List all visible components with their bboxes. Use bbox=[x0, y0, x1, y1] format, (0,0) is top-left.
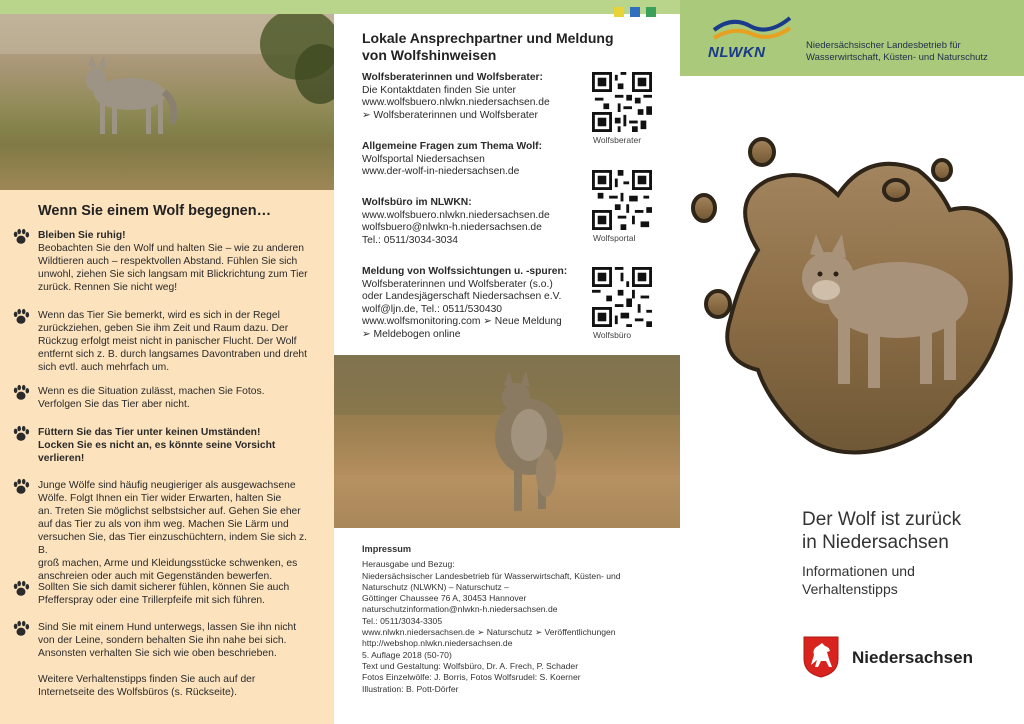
qr-label-wolfsbuero: Wolfsbüro bbox=[593, 330, 632, 340]
tip-line: versuchen Sie, das Tier einzuschüchtern, indem Sie sich z. B. bbox=[38, 532, 307, 556]
paw-icon bbox=[12, 228, 30, 246]
brochure-title-line-2: in Niedersachsen bbox=[802, 532, 949, 553]
tip-retreat bbox=[38, 309, 318, 374]
tip-line: Sollten Sie sich damit sicherer fühlen, können Sie auch bbox=[38, 582, 290, 593]
nlwkn-wave-icon bbox=[712, 8, 792, 42]
tip-line: entfernt sich z. B. durch langsames Davontraben und dreht bbox=[38, 349, 308, 360]
qr-code-wolfsportal[interactable] bbox=[592, 170, 652, 230]
brochure-subtitle bbox=[802, 562, 1012, 598]
brochure-title bbox=[802, 508, 1012, 554]
contact-general-questions bbox=[362, 141, 592, 179]
contacts-title-line-1: Lokale Ansprechpartner und Meldung bbox=[362, 30, 614, 46]
contact-phone: Tel.: 0511/3034-3034 bbox=[362, 234, 458, 246]
tip-line: Sind Sie mit einem Hund unterwegs, lassen Sie ihn nicht bbox=[38, 622, 297, 633]
org-line-1: Niedersächsischer Landesbetrieb für bbox=[806, 40, 961, 51]
tip-line: Junge Wölfe sind häufig neugieriger als ausgewachsene bbox=[38, 480, 296, 491]
tip-line: Rückzug erfolgt meist nicht in panischer Flucht. Der Wolf bbox=[38, 336, 297, 347]
impressum-line: Göttinger Chaussee 76 A, 30453 Hannover bbox=[362, 593, 527, 604]
tip-line: auf das Tier zu als von ihm weg. Machen Sie Lärm und bbox=[38, 519, 289, 530]
contact-link[interactable]: www.wolfsbuero.nlwkn.niedersachsen.de bbox=[362, 97, 550, 109]
contact-line: Wolfsportal Niedersachsen bbox=[362, 153, 485, 165]
tip-line: groß machen, Arme und Kleidungsstücke schwenken, es bbox=[38, 558, 298, 569]
top-green-strip bbox=[0, 0, 680, 14]
impressum-heading: Impressum bbox=[362, 544, 412, 554]
more-line: Weitere Verhaltenstipps finden Sie auch auf der bbox=[38, 674, 256, 685]
wolf-walking-away-illustration bbox=[334, 355, 680, 528]
contact-heading: Wolfsberaterinnen und Wolfsberater: bbox=[362, 72, 543, 83]
contact-sightings bbox=[362, 266, 592, 342]
impressum-email[interactable]: naturschutzinformation@nlwkn-h.niedersachsen.de bbox=[362, 604, 558, 615]
tip-line: an. Treten Sie möglichst selbstsicher auf. Gehen Sie eher bbox=[38, 506, 301, 517]
niedersachsen-horse-crest-icon bbox=[802, 635, 840, 679]
tip-line: Wildtieren auch – respektvollen Abstand. Fühlen Sie sich bbox=[38, 256, 298, 267]
tip-line: Wölfe. Folgt Ihnen ein Tier wider Erwarten, halten Sie bbox=[38, 493, 282, 504]
tip-line: anschreien oder auch mit Gegenständen bewerfen. bbox=[38, 571, 273, 582]
org-line-2: Wasserwirtschaft, Küsten- und Naturschutz bbox=[806, 52, 988, 63]
qr-label-wolfsberater: Wolfsberater bbox=[593, 135, 642, 145]
paw-icon bbox=[12, 425, 30, 443]
contact-email[interactable]: wolfsbuero@nlwkn-h.niedersachsen.de bbox=[362, 222, 542, 234]
tip-line: sich evtl. auch mehrfach um. bbox=[38, 362, 170, 373]
wolf-photo-middle bbox=[334, 355, 680, 528]
contact-line: Die Kontaktdaten finden Sie unter bbox=[362, 84, 516, 96]
contact-link[interactable]: www.wolfsmonitoring.com ➢ Neue Meldung bbox=[362, 316, 562, 328]
tip-line: von der Leine, sondern behalten Sie ihn nahe bei sich. bbox=[38, 635, 287, 646]
paw-icon bbox=[12, 308, 30, 326]
tip-line: Wenn das Tier Sie bemerkt, wird es sich in der Regel bbox=[38, 310, 280, 321]
brochure-subtitle-line-2: Verhaltenstipps bbox=[802, 581, 898, 597]
tip-line: Verfolgen Sie das Tier aber nicht. bbox=[38, 399, 190, 410]
tip-bold: Bleiben Sie ruhig! bbox=[38, 230, 126, 241]
paw-icon bbox=[12, 580, 30, 598]
tip-bold-line: Füttern Sie das Tier unter keinen Umständen! bbox=[38, 427, 261, 438]
tip-young-wolves bbox=[38, 479, 318, 583]
impressum-line: Naturschutz (NLWKN) – Naturschutz – bbox=[362, 581, 509, 592]
tip-line: Ansonsten verhalten Sie sich wie oben beschrieben. bbox=[38, 648, 277, 659]
more-line: Internetseite des Wolfsbüros (s. Rückseite). bbox=[38, 687, 237, 698]
impressum-line: 5. Auflage 2018 (50-70) bbox=[362, 649, 452, 660]
tip-bold-line: verlieren! bbox=[38, 453, 85, 464]
contacts-title bbox=[362, 30, 652, 64]
paw-icon bbox=[12, 384, 30, 402]
nlwkn-logo-text: NLWKN bbox=[708, 44, 766, 61]
paw-icon bbox=[12, 478, 30, 496]
color-squares bbox=[614, 7, 656, 17]
impressum-line: Illustration: B. Pott-Dörfer bbox=[362, 683, 459, 694]
wolf-splat-illustration bbox=[688, 130, 1018, 470]
tip-photos bbox=[38, 385, 318, 411]
contact-link[interactable]: www.der-wolf-in-niedersachsen.de bbox=[362, 166, 520, 178]
tip-line: Pfefferspray oder eine Trillerpfeife mit sich führen. bbox=[38, 595, 266, 606]
tip-line: zurück. Rennen Sie nicht weg! bbox=[38, 282, 178, 293]
impressum-line: Text und Gestaltung: Wolfsbüro, Dr. A. Frech, P. Schader bbox=[362, 660, 579, 671]
encounter-heading: Wenn Sie einem Wolf begegnen… bbox=[38, 203, 272, 219]
brochure-subtitle-line-1: Informationen und bbox=[802, 563, 915, 579]
impressum-line: Niedersächsischer Landesbetrieb für Wasserwirtschaft, Küsten- und bbox=[362, 570, 621, 581]
contact-link[interactable]: www.wolfsbuero.nlwkn.niedersachsen.de bbox=[362, 209, 550, 221]
contact-heading: Allgemeine Fragen zum Thema Wolf: bbox=[362, 141, 543, 152]
tip-line: Beobachten Sie den Wolf und halten Sie – wie zu anderen bbox=[38, 243, 304, 254]
more-tips bbox=[38, 673, 318, 699]
tip-line: zurückziehen, geben Sie ihm Zeit und Raum dazu. Der bbox=[38, 323, 289, 334]
nlwkn-org-name bbox=[806, 40, 988, 64]
nlwkn-logo-bar bbox=[680, 0, 1024, 76]
paw-icon bbox=[12, 620, 30, 638]
impressum-line: Tel.: 0511/3034-3305 bbox=[362, 615, 443, 626]
qr-code-wolfsberater[interactable] bbox=[592, 72, 652, 132]
contact-wolfsberater bbox=[362, 72, 592, 122]
qr-code-wolfsbuero[interactable] bbox=[592, 267, 652, 327]
impressum-link[interactable]: http://webshop.nlwkn.niedersachsen.de bbox=[362, 638, 513, 649]
tip-pepper-spray bbox=[38, 581, 318, 607]
impressum-line: Herausgabe und Bezug: bbox=[362, 559, 455, 570]
wolf-standing-illustration bbox=[0, 14, 334, 190]
contact-line: ➢ Meldebogen online bbox=[362, 328, 461, 340]
qr-label-wolfsportal: Wolfsportal bbox=[593, 233, 636, 243]
contact-email[interactable]: wolf@ljn.de, Tel.: 0511/530430 bbox=[362, 303, 503, 315]
tip-stay-calm bbox=[38, 229, 318, 294]
wolf-photo-top bbox=[0, 14, 334, 190]
brochure-title-line-1: Der Wolf ist zurück bbox=[802, 509, 962, 530]
contact-line: oder Landesjägerschaft Niedersachsen e.V. bbox=[362, 291, 562, 303]
yellow-square bbox=[614, 7, 624, 17]
contact-line: Wolfsberaterinnen und Wolfsberater (s.o.) bbox=[362, 278, 553, 290]
niedersachsen-label: Niedersachsen bbox=[852, 648, 973, 667]
contact-heading: Wolfsbüro im NLWKN: bbox=[362, 197, 472, 208]
green-square bbox=[646, 7, 656, 17]
contact-wolfsbuero bbox=[362, 197, 592, 247]
contacts-title-line-2: von Wolfshinweisen bbox=[362, 47, 497, 63]
impressum-link[interactable]: www.nlwkn.niedersachsen.de ➢ Naturschutz ➢ Veröffentlichungen bbox=[362, 627, 616, 638]
contact-line: ➢ Wolfsberaterinnen und Wolfsberater bbox=[362, 109, 538, 121]
impressum-line: Fotos Einzelwölfe: J. Borris, Fotos Wolfsrudel: S. Koerner bbox=[362, 672, 581, 683]
tip-dog bbox=[38, 621, 318, 660]
blue-square bbox=[630, 7, 640, 17]
contact-heading: Meldung von Wolfssichtungen u. -spuren: bbox=[362, 266, 568, 277]
tip-line: unwohl, ziehen Sie sich langsam mit Blickrichtung zum Tier bbox=[38, 269, 308, 280]
tip-bold-line: Locken Sie es nicht an, es könnte seine Vorsicht bbox=[38, 440, 276, 451]
impressum bbox=[362, 544, 662, 695]
tip-line: Wenn es die Situation zulässt, machen Sie Fotos. bbox=[38, 386, 265, 397]
tip-no-feeding bbox=[38, 426, 318, 465]
